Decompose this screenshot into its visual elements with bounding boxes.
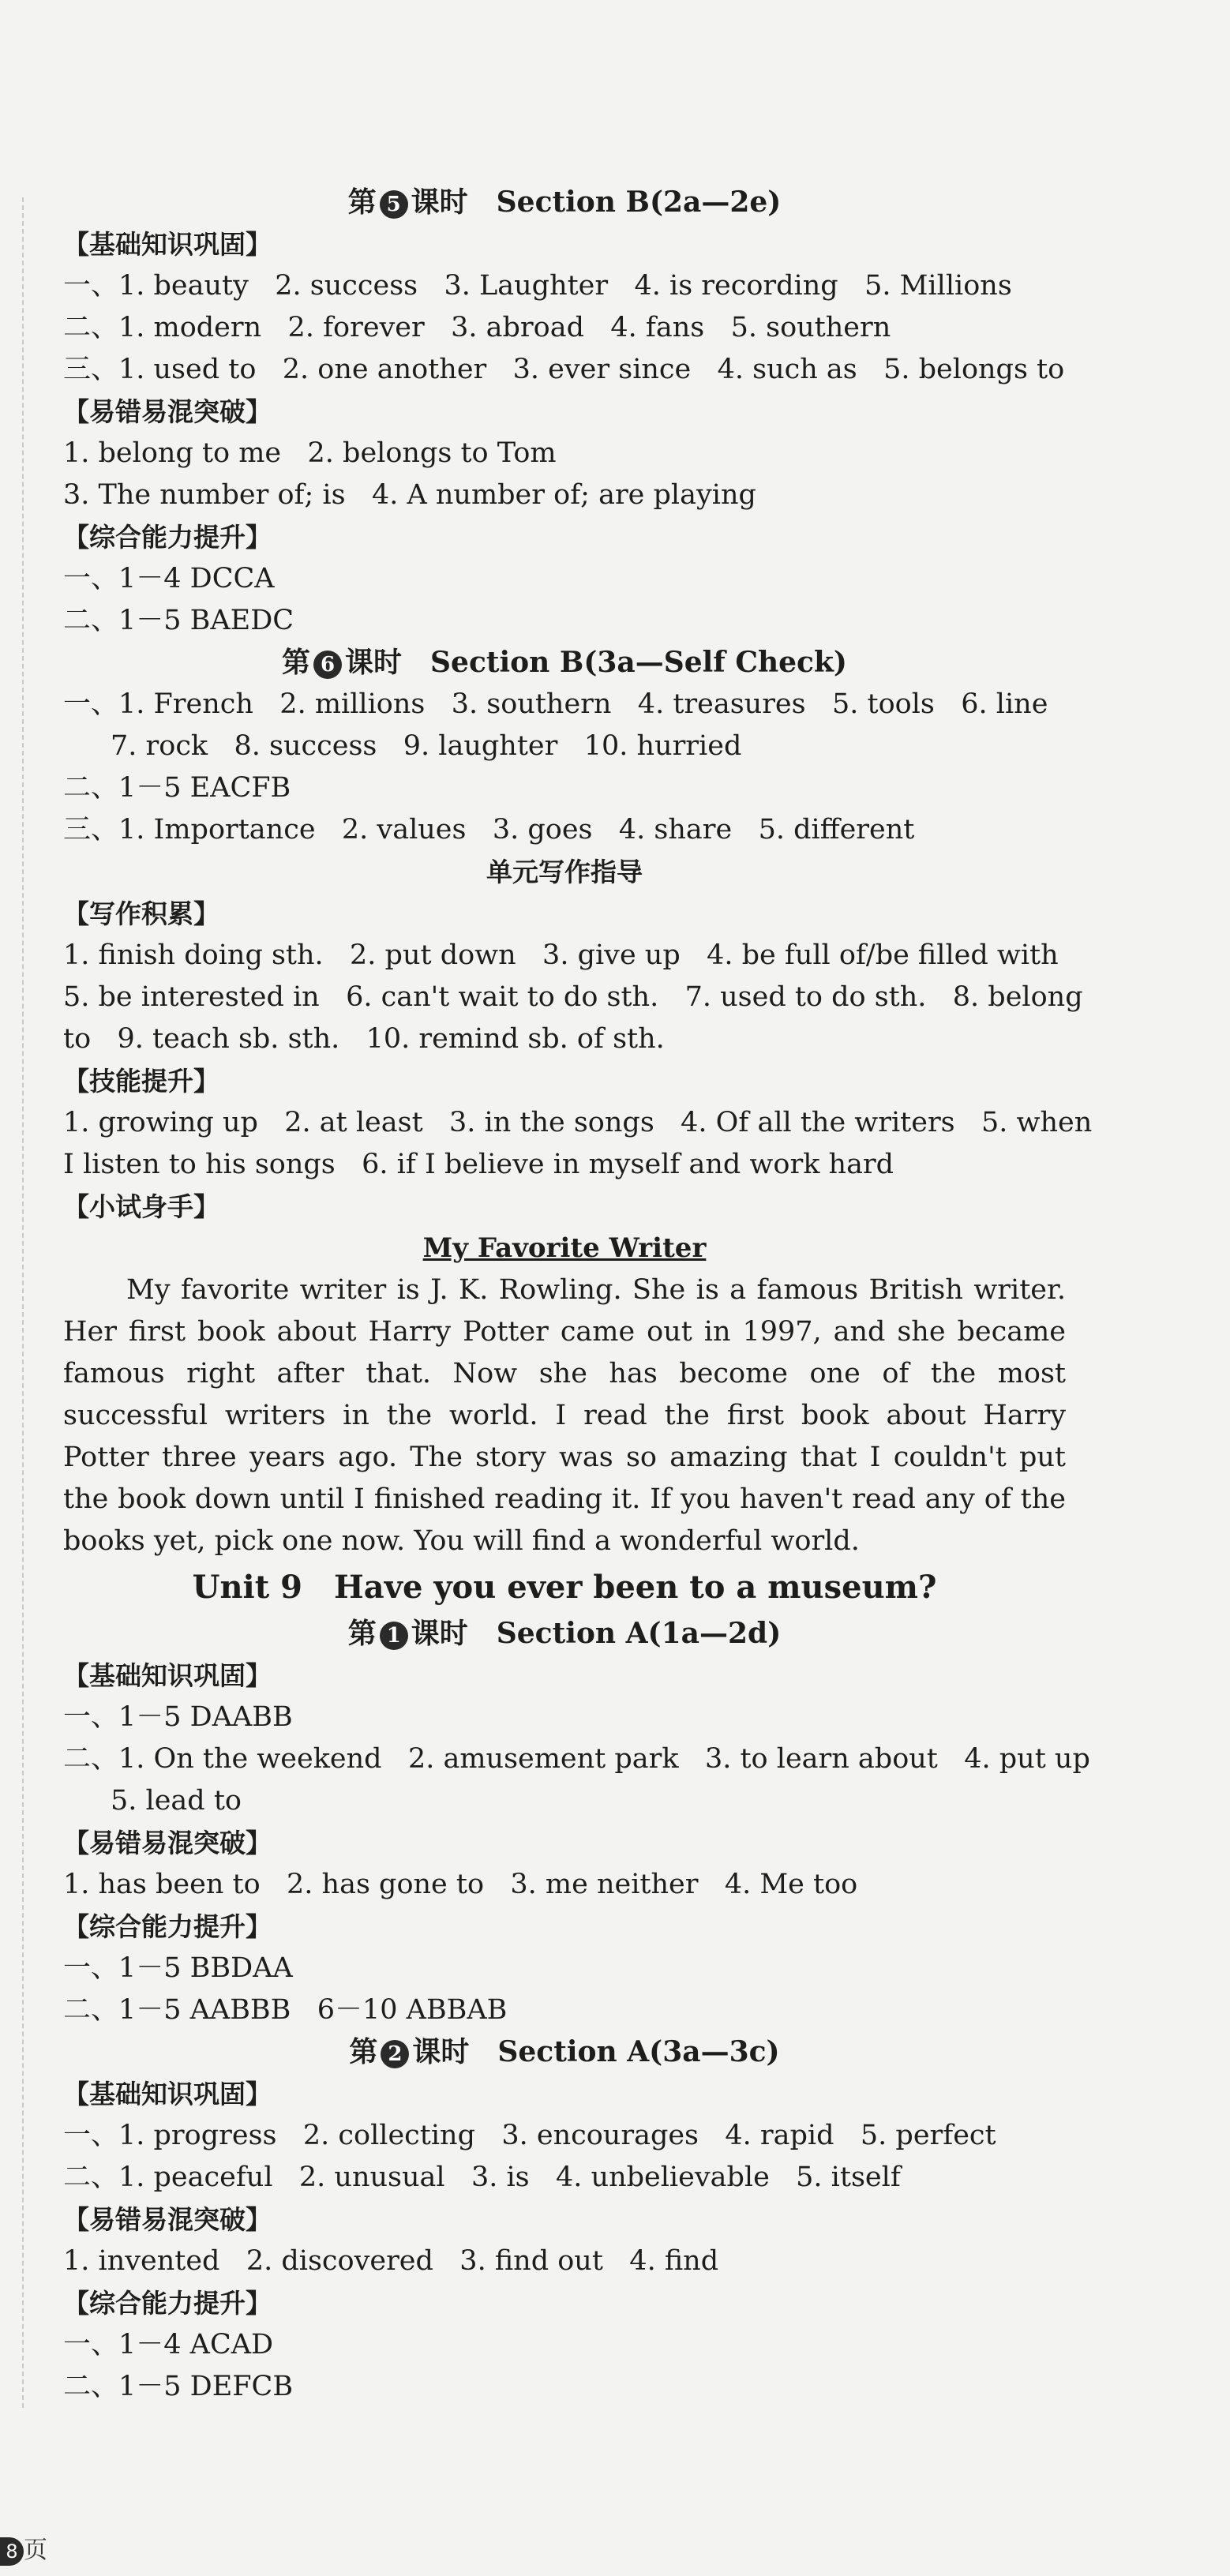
lesson-title-prefix: 第	[347, 1617, 377, 1650]
lesson-title-prefix: 第	[347, 186, 377, 219]
essay-paragraph: My favorite writer is J. K. Rowling. She is a famous British writer. Her first book about Harry Potter came out in 1997, and she became famous right after that. Now she has become one of the most successful writers in the world. I read the first book about Harry Potter three years ago. The story was so amazing that I couldn't put the book down until I finished reading it. If you haven't read any of the books yet, pick one now. You will find a wonderful world.	[63, 1274, 1066, 1557]
answer-line: 二、1. peaceful 2. unusual 3. is 4. unbelievable 5. itself	[63, 2162, 901, 2193]
lesson-number-badge: 6	[313, 651, 342, 679]
answer-line: 5. lead to	[111, 1785, 242, 1817]
page-label: 页	[24, 2537, 47, 2564]
answer-line: 一、1－5 BBDAA	[63, 1952, 293, 1984]
section-heading: 【基础知识巩固】	[63, 1660, 272, 1691]
writing-guide-title: 单元写作指导	[486, 857, 643, 887]
lesson-title-text: 课时 Section A(1a—2d)	[411, 1617, 782, 1650]
lesson-title	[63, 2031, 1066, 2073]
answer-line: 二、1. On the weekend 2. amusement park 3. to learn about 4. put up	[63, 1743, 1090, 1775]
answer-line: 二、1－5 DEFCB	[63, 2371, 294, 2402]
answer-line: 二、1. modern 2. forever 3. abroad 4. fans 5. southern	[63, 312, 891, 343]
answer-line: 一、1－5 DAABB	[63, 1701, 293, 1733]
section-heading: 【基础知识巩固】	[63, 229, 272, 260]
section-heading: 【技能提升】	[63, 1066, 219, 1097]
essay-title: My Favorite Writer	[422, 1232, 707, 1264]
lesson-title-prefix: 第	[349, 2035, 378, 2068]
lesson-title	[63, 1613, 1066, 1655]
answer-line: 三、1. Importance 2. values 3. goes 4. share 5. different	[63, 814, 915, 846]
answer-line: 1. growing up 2. at least 3. in the songs 4. Of all the writers 5. when	[63, 1107, 1093, 1138]
page-number: 8	[0, 2537, 24, 2566]
lesson-title	[63, 182, 1066, 223]
lesson-title-text: 课时 Section B(3a—Self Check)	[345, 646, 847, 679]
answer-line: 1. finish doing sth. 2. put down 3. give up 4. be full of/be filled with	[63, 939, 1059, 971]
lesson-title-prefix: 第	[282, 646, 311, 679]
answer-line: I listen to his songs 6. if I believe in myself and work hard	[63, 1149, 894, 1180]
section-heading: 【易错易混突破】	[63, 396, 272, 427]
answer-line: 一、1－4 DCCA	[63, 563, 275, 594]
answer-line: 二、1－5 AABBB 6－10 ABBAB	[63, 1994, 508, 2026]
answer-line: 二、1－5 BAEDC	[63, 605, 294, 636]
answer-line: 1. has been to 2. has gone to 3. me neither 4. Me too	[63, 1869, 858, 1900]
section-heading: 【综合能力提升】	[63, 2288, 272, 2319]
unit-title: Unit 9 Have you ever been to a museum?	[192, 1569, 937, 1606]
answer-line: 一、1. beauty 2. success 3. Laughter 4. is recording 5. Millions	[63, 270, 1012, 302]
section-heading: 【写作积累】	[63, 898, 219, 929]
section-heading: 【易错易混突破】	[63, 2204, 272, 2235]
answer-line: 二、1－5 EACFB	[63, 772, 291, 804]
answer-line: 一、1. progress 2. collecting 3. encourages 4. rapid 5. perfect	[63, 2120, 996, 2151]
lesson-title-text: 课时 Section B(2a—2e)	[411, 186, 782, 219]
section-heading: 【基础知识巩固】	[63, 2079, 272, 2109]
answer-line: 三、1. used to 2. one another 3. ever since 4. such as 5. belongs to	[63, 354, 1065, 385]
lesson-number-badge: 2	[381, 2040, 409, 2068]
section-heading: 【综合能力提升】	[63, 1911, 272, 1942]
section-heading: 【小试身手】	[63, 1191, 219, 1222]
page-margin-line	[22, 197, 24, 2408]
section-heading: 【综合能力提升】	[63, 522, 272, 553]
answer-line: 1. belong to me 2. belongs to Tom	[63, 437, 557, 469]
lesson-title	[63, 642, 1066, 684]
section-heading: 【易错易混突破】	[63, 1828, 272, 1858]
answer-key-content	[63, 182, 1093, 2408]
lesson-number-badge: 1	[380, 1622, 408, 1650]
answer-line: to 9. teach sb. sth. 10. remind sb. of sth.	[63, 1023, 665, 1055]
page-footer	[0, 2530, 47, 2566]
lesson-number-badge: 5	[380, 190, 408, 219]
lesson-title-text: 课时 Section A(3a—3c)	[412, 2035, 780, 2068]
answer-line: 一、1. French 2. millions 3. southern 4. treasures 5. tools 6. line	[63, 688, 1048, 720]
answer-line: 5. be interested in 6. can't wait to do sth. 7. used to do sth. 8. belong	[63, 981, 1083, 1013]
answer-line: 7. rock 8. success 9. laughter 10. hurried	[111, 730, 742, 762]
answer-line: 一、1－4 ACAD	[63, 2329, 274, 2360]
answer-line: 1. invented 2. discovered 3. find out 4. find	[63, 2245, 719, 2277]
answer-line: 3. The number of; is 4. A number of; are playing	[63, 479, 756, 511]
